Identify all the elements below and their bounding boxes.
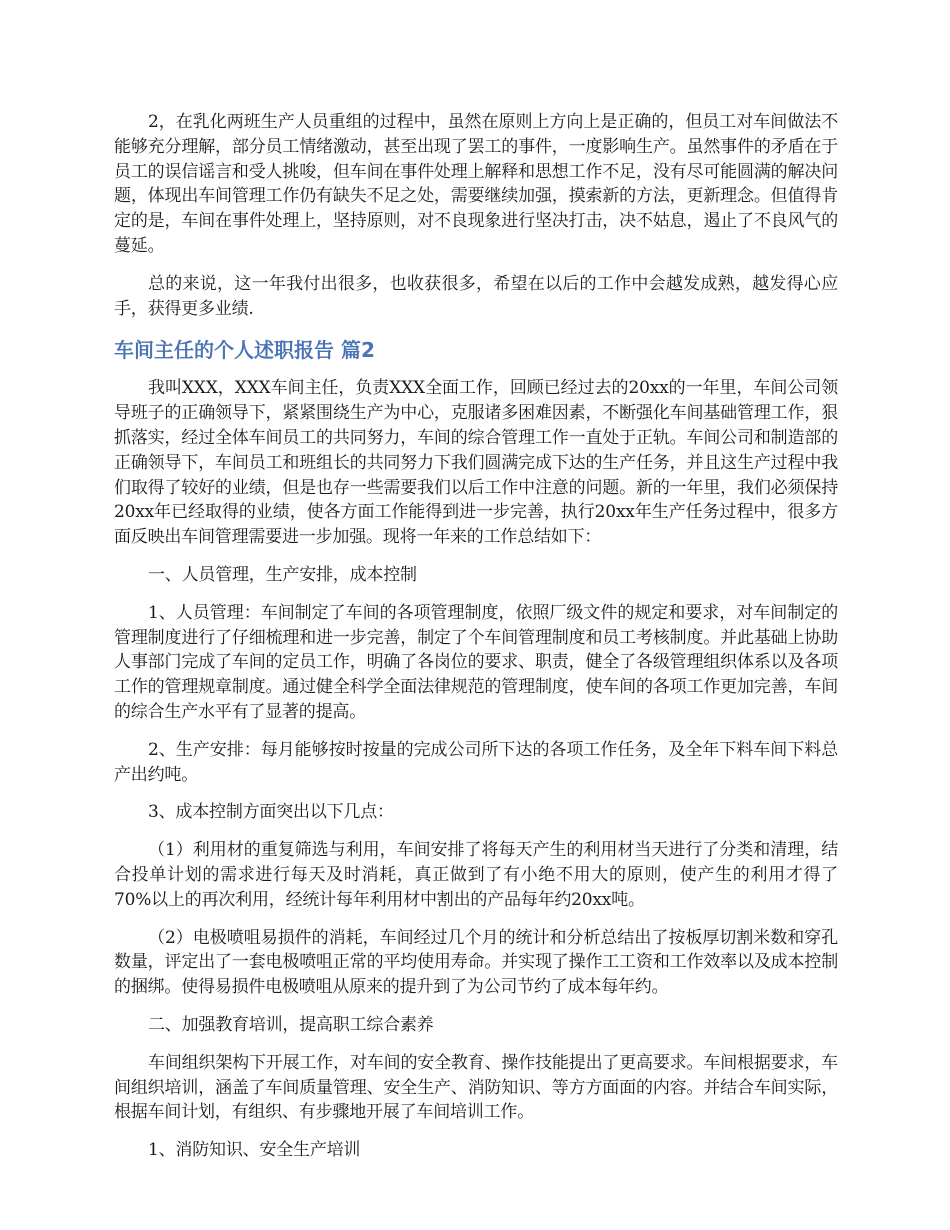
paragraph: 2，在乳化两班生产人员重组的过程中，虽然在原则上方向上是正确的，但员工对车间做法不能够充分理解，部分员工情绪激动，甚至出现了罢工的事件，一度影响生产。虽然事件的矛盾在于员工的误信谣言和受人挑唆，但车间在事件处理上解释和思想工作不足，没有尽可能圆满的解决问题，体现出车间管理工作仍有缺失不足之处，需要继续加强，摸索新的方法，更新理念。但值得肯定的是，车间在事件处理上，坚持原则，对不良现象进行坚决打击，决不姑息，遏止了不良风气的蔓延。 [114, 112, 838, 256]
paragraph: 车间组织架构下开展工作，对车间的安全教育、操作技能提出了更高要求。车间根据要求，车间组织培训，涵盖了车间质量管理、安全生产、消防知识、等方方面面的内容。并结合车间实际，根据车间计划，有组织、有步骤地开展了车间培训工作。 [114, 1052, 838, 1123]
subsection-title: 二、加强教育培训，提高职工综合素养 [148, 1014, 434, 1035]
document-body [114, 110, 838, 1176]
paragraph: （2）电极喷咀易损件的消耗，车间经过几个月的统计和分析总结出了按板厚切割米数和穿孔数量，评定出了一套电极喷咀正常的平均使用寿命。并实现了操作工工资和工作效率以及成本控制的捆绑。使得易损件电极喷咀从原来的提升到了为公司节约了成本每年约。 [114, 927, 838, 998]
paragraph: 2、生产安排：每月能够按时按量的完成公司所下达的各项工作任务，及全年下料车间下料总产出约吨。 [114, 739, 838, 785]
subsection-title: 一、人员管理，生产安排，成本控制 [148, 564, 417, 585]
paragraph: 我叫XXX，XXX车间主任，负责XXX全面工作，回顾已经过去的20xx的一年里，车间公司领导班子的正确领导下，紧紧围绕生产为中心，克服诸多困难因素，不断强化车间基础管理工作，狠抓落实，经过全体车间员工的共同努力，车间的综合管理工作一直处于正轨。车间公司和制造部的正确领导下，车间员工和班组长的共同努力下我们圆满完成下达的生产任务，并且这生产过程中我们取得了较好的业绩，但是也存一些需要我们以后工作中注意的问题。新的一年里，我们必须保持20xx年已经取得的业绩，使各方面工作能得到进一步完善，执行20xx年生产任务过程中，很多方面反映出车间管理需要进一步加强。现将一年来的工作总结如下： [114, 378, 838, 548]
paragraph: 3、成本控制方面突出以下几点： [148, 802, 394, 823]
section-heading: 车间主任的个人述职报告 篇2 [114, 338, 375, 363]
paragraph: 1、消防知识、安全生产培训 [148, 1140, 361, 1161]
paragraph: 1、人员管理：车间制定了车间的各项管理制度，依照厂级文件的规定和要求，对车间制定的管理制度进行了仔细梳理和进一步完善，制定了个车间管理制度和员工考核制度。并此基础上协助人事部门完成了车间的定员工作，明确了各岗位的要求、职责，健全了各级管理组织体系以及各项工作的管理规章制度。通过健全科学全面法律规范的管理制度，使车间的各项工作更加完善，车间的综合生产水平有了显著的提高。 [114, 602, 838, 722]
paragraph: 总的来说，这一年我付出很多，也收获很多，希望在以后的工作中会越发成熟，越发得心应手，获得更多业绩. [114, 273, 838, 319]
paragraph: （1）利用材的重复筛选与利用，车间安排了将每天产生的利用材当天进行了分类和清理，结合投单计划的需求进行每天及时消耗，真正做到了有小绝不用大的原则，使产生的利用才得了70%以上的再次利用，经统计每年利用材中割出的产品每年约20xx吨。 [114, 840, 838, 910]
